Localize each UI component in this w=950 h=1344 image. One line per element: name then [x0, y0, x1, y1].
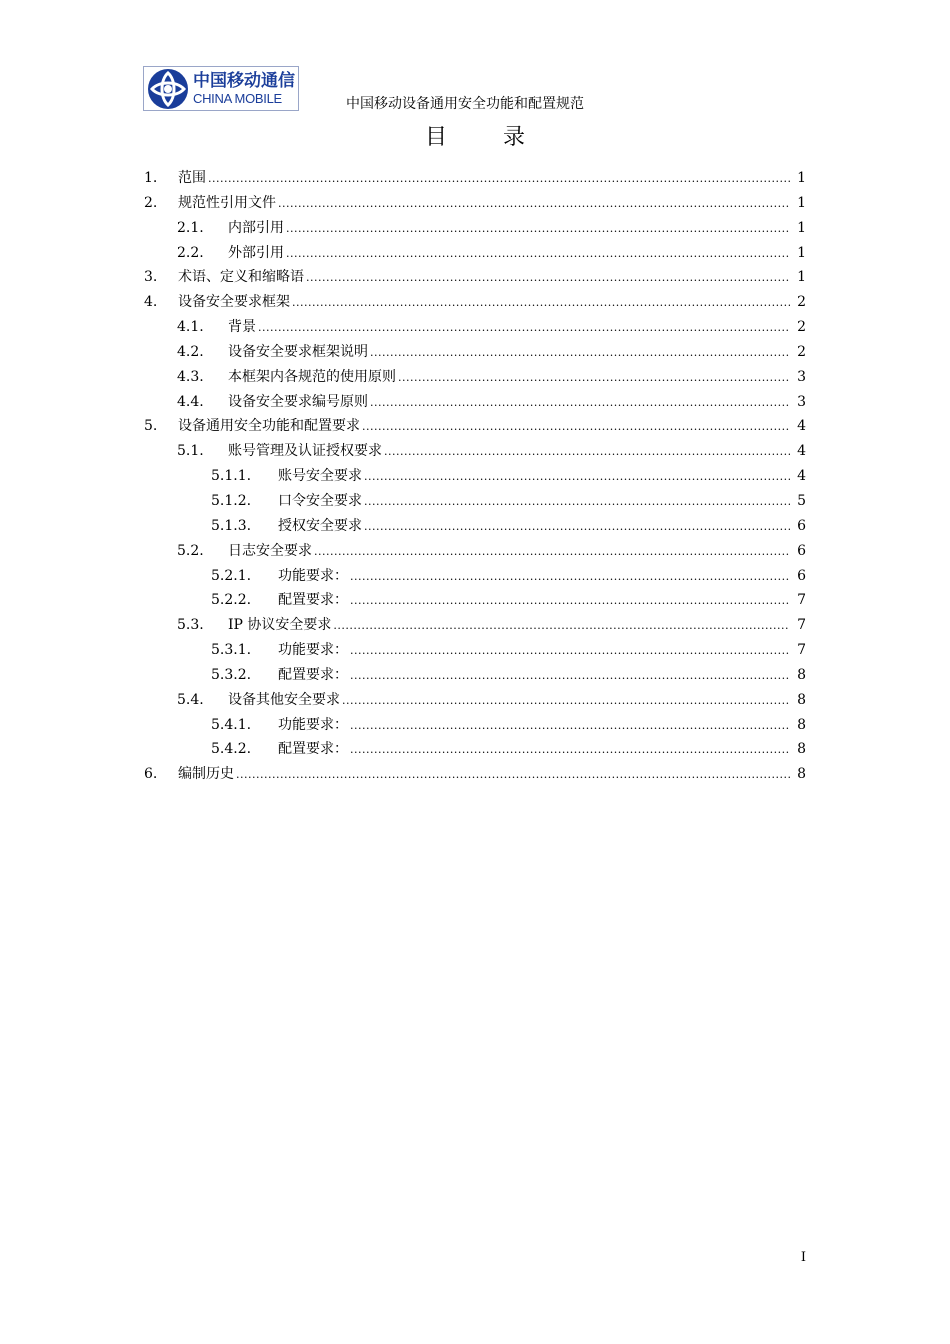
toc-dot-leader — [314, 545, 790, 558]
toc-entry-page: 6 — [797, 517, 806, 534]
toc-entry-title: 配置要求： — [278, 666, 348, 683]
toc-entry[interactable] — [144, 490, 806, 515]
toc-entry-page: 4 — [797, 468, 806, 485]
toc-entry-page: 1 — [797, 170, 806, 186]
toc-entry[interactable] — [144, 366, 806, 391]
toc-entry-title: 功能要求： — [278, 716, 348, 733]
toc-dot-leader — [292, 296, 790, 309]
toc-entry-title: 外部引用 — [228, 244, 284, 261]
toc-entry-page: 3 — [797, 368, 806, 385]
toc-dot-leader — [398, 371, 790, 384]
toc-title-char: 录 — [503, 125, 526, 150]
toc-entry-page: 2 — [797, 319, 806, 336]
logo-english-text: CHINA MOBILE — [193, 90, 282, 106]
toc-entry-page: 8 — [797, 741, 806, 758]
toc-dot-leader — [236, 768, 790, 781]
toc-entry-page: 5 — [797, 492, 806, 509]
toc-entry-number: 5.1. — [177, 443, 204, 460]
toc-dot-leader — [333, 619, 790, 632]
toc-entry-number: 5.4.2. — [211, 741, 252, 758]
toc-entry-number: 5.1.1. — [211, 468, 252, 485]
toc-entry[interactable] — [144, 738, 806, 763]
toc-entry[interactable] — [144, 266, 806, 291]
toc-dot-leader — [286, 222, 790, 235]
toc-entry-title: 规范性引用文件 — [178, 194, 276, 211]
toc-title — [0, 120, 950, 151]
toc-entry[interactable] — [144, 763, 806, 788]
toc-entry-title: 设备安全要求编号原则 — [228, 393, 368, 410]
toc-entry-page: 8 — [797, 716, 806, 733]
toc-dot-leader — [350, 719, 790, 732]
toc-dot-leader — [350, 594, 790, 607]
table-of-contents — [144, 167, 806, 788]
toc-entry-title: 设备通用安全功能和配置要求 — [178, 418, 360, 435]
toc-entry[interactable] — [144, 465, 806, 490]
toc-entry-number: 5.1.3. — [211, 517, 252, 534]
toc-entry-number: 5.2.1. — [211, 567, 252, 584]
toc-entry-title: 术语、定义和缩略语 — [178, 269, 304, 286]
toc-dot-leader — [364, 495, 790, 508]
toc-dot-leader — [370, 346, 790, 359]
toc-entry-title: 内部引用 — [228, 219, 284, 236]
toc-entry-page: 3 — [797, 393, 806, 410]
toc-entry[interactable] — [144, 440, 806, 465]
toc-entry-page: 6 — [797, 567, 806, 584]
toc-entry-number: 4.1. — [177, 319, 204, 336]
toc-entry-number: 3. — [144, 269, 158, 286]
toc-entry-page: 7 — [797, 617, 806, 634]
toc-entry-title: 授权安全要求 — [278, 517, 362, 534]
toc-entry[interactable] — [144, 291, 806, 316]
toc-entry[interactable] — [144, 316, 806, 341]
toc-entry-page: 2 — [797, 343, 806, 360]
toc-entry-number: 5.3.1. — [211, 642, 252, 659]
toc-entry-page: 1 — [797, 244, 806, 261]
toc-entry-title: 功能要求： — [278, 567, 348, 584]
toc-entry-title: 设备安全要求框架说明 — [228, 343, 368, 360]
toc-dot-leader — [286, 247, 790, 260]
toc-entry[interactable] — [144, 664, 806, 689]
toc-entry-number: 5.1.2. — [211, 492, 252, 509]
toc-entry-number: 4.3. — [177, 368, 204, 385]
toc-entry-title: 范围 — [178, 170, 206, 186]
toc-entry-title: 账号安全要求 — [278, 468, 362, 485]
toc-dot-leader — [384, 445, 790, 458]
toc-dot-leader — [350, 669, 790, 682]
toc-entry-number: 5.2. — [177, 542, 204, 559]
toc-entry-number: 5.4.1. — [211, 716, 252, 733]
toc-entry-number: 6. — [144, 766, 158, 783]
china-mobile-logo-icon — [147, 68, 189, 110]
toc-entry[interactable] — [144, 689, 806, 714]
toc-entry-page: 4 — [797, 443, 806, 460]
china-mobile-logo — [143, 66, 299, 111]
toc-entry-number: 5.3.2. — [211, 666, 252, 683]
toc-dot-leader — [350, 644, 790, 657]
toc-entry[interactable] — [144, 391, 806, 416]
toc-dot-leader — [370, 396, 790, 409]
toc-entry-title: 本框架内各规范的使用原则 — [228, 368, 396, 385]
toc-entry-number: 4.4. — [177, 393, 204, 410]
toc-title-char: 目 — [424, 125, 447, 150]
document-header-title: 中国移动设备通用安全功能和配置规范 — [346, 96, 584, 112]
toc-entry-number: 1. — [144, 170, 158, 186]
toc-entry-page: 8 — [797, 766, 806, 783]
toc-entry-page: 4 — [797, 418, 806, 435]
toc-entry-number: 5. — [144, 418, 158, 435]
toc-entry[interactable] — [144, 639, 806, 664]
toc-entry-title: 配置要求： — [278, 592, 348, 609]
toc-entry-title: 编制历史 — [178, 766, 234, 783]
toc-dot-leader — [306, 271, 790, 284]
toc-entry[interactable] — [144, 614, 806, 639]
toc-entry-title: 设备其他安全要求 — [228, 691, 340, 708]
toc-dot-leader — [350, 570, 790, 583]
toc-dot-leader — [342, 694, 790, 707]
toc-entry-number: 5.3. — [177, 617, 204, 634]
toc-entry-number: 4. — [144, 294, 158, 311]
page-number: I — [800, 1250, 806, 1265]
toc-entry-page: 8 — [797, 666, 806, 683]
toc-dot-leader — [350, 743, 790, 756]
toc-dot-leader — [208, 172, 790, 185]
toc-entry[interactable] — [144, 242, 806, 267]
toc-entry-number: 2.1. — [177, 219, 204, 236]
toc-entry[interactable] — [144, 714, 806, 739]
toc-entry[interactable] — [144, 217, 806, 242]
toc-entry-title: 配置要求： — [278, 741, 348, 758]
toc-entry-page: 1 — [797, 194, 806, 211]
toc-entry-page: 7 — [797, 592, 806, 609]
toc-entry-page: 8 — [797, 691, 806, 708]
toc-dot-leader — [362, 420, 790, 433]
toc-entry-page: 1 — [797, 269, 806, 286]
toc-entry-page: 7 — [797, 642, 806, 659]
toc-entry-title: IP 协议安全要求 — [228, 617, 332, 634]
toc-entry-title: 设备安全要求框架 — [178, 294, 290, 311]
toc-entry-title: 日志安全要求 — [228, 542, 312, 559]
toc-entry[interactable] — [144, 515, 806, 540]
toc-entry[interactable] — [144, 167, 806, 192]
toc-entry-number: 2. — [144, 194, 158, 211]
toc-entry[interactable] — [144, 415, 806, 440]
toc-entry[interactable] — [144, 565, 806, 590]
toc-entry[interactable] — [144, 589, 806, 614]
toc-dot-leader — [258, 321, 790, 334]
toc-entry-page: 2 — [797, 294, 806, 311]
toc-dot-leader — [278, 197, 790, 210]
toc-dot-leader — [364, 520, 790, 533]
toc-entry-number: 5.4. — [177, 691, 204, 708]
toc-entry-title: 背景 — [228, 319, 256, 336]
toc-dot-leader — [364, 470, 790, 483]
toc-entry-title: 口令安全要求 — [278, 492, 362, 509]
toc-entry-number: 2.2. — [177, 244, 204, 261]
toc-entry-page: 6 — [797, 542, 806, 559]
toc-entry-number: 5.2.2. — [211, 592, 252, 609]
toc-entry[interactable] — [144, 540, 806, 565]
toc-entry-title: 账号管理及认证授权要求 — [228, 443, 382, 460]
toc-entry-title: 功能要求： — [278, 642, 348, 659]
toc-entry-number: 4.2. — [177, 343, 204, 360]
toc-entry[interactable] — [144, 192, 806, 217]
toc-entry[interactable] — [144, 341, 806, 366]
toc-entry-page: 1 — [797, 219, 806, 236]
logo-chinese-text: 中国移动通信 — [193, 70, 295, 91]
